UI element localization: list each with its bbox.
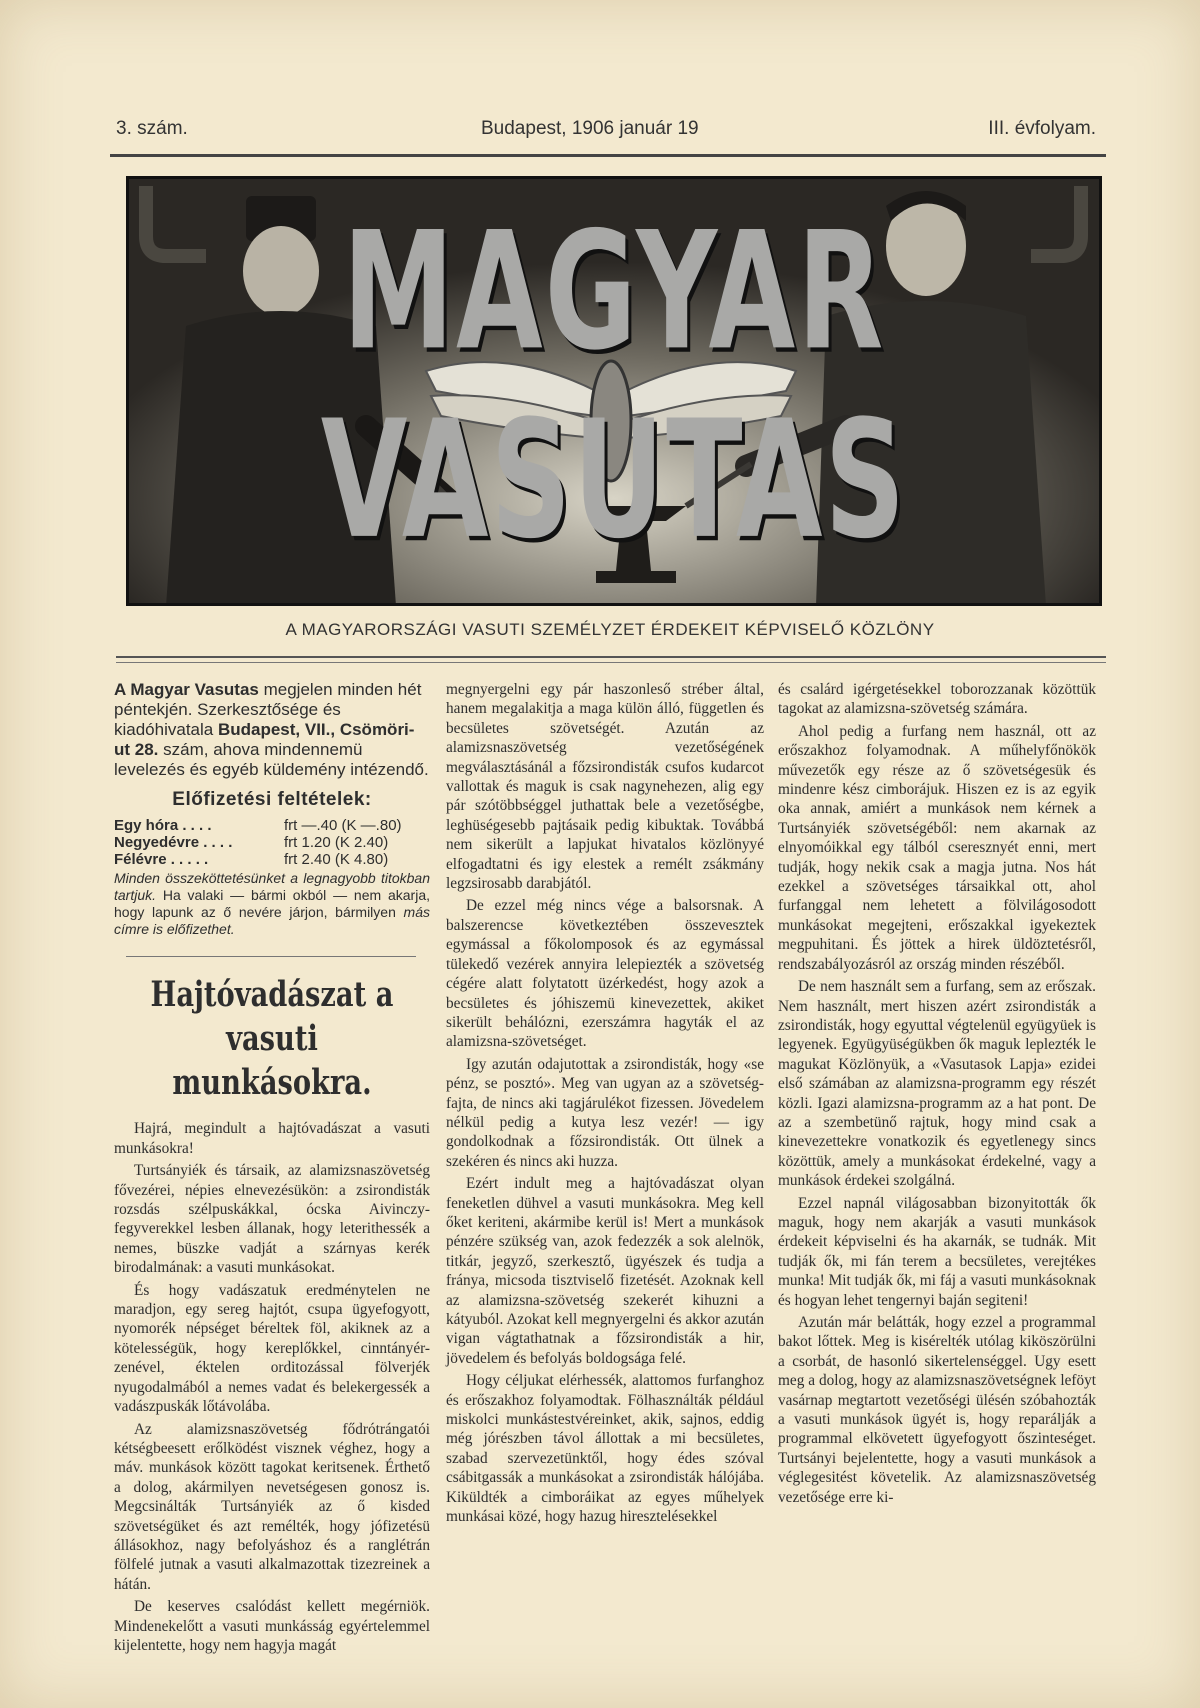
office-address: Budapest, VII., Csömöri-ut 28. xyxy=(114,720,415,759)
article-paragraph: Hogy céljukat elérhessék, alattomos furfanghoz és erőszakhoz folyamodtak. Fölhasználták például miskolci munkástestvéreinket, akik, sajnos, eddig még jórészben távol állottak a mi becsületes, szabad szervezetünktől, hogy édes szóval csábitgassák a munkásokat a zsirondisták hálójába. Kiküldték a cimboráikat az egyes műhelyek munkásai közé, hogy hazug hiresztelésekkel xyxy=(446,1372,764,1526)
subscription-row xyxy=(114,817,414,834)
section-rule xyxy=(116,656,1106,658)
subscription-table xyxy=(114,817,414,868)
subscription-row xyxy=(114,834,414,851)
column-divider xyxy=(126,956,416,957)
article-paragraph: Ezzel napnál világosabban bizonyitották ők maguk, hogy nem akarják a vasuti munkások érdekeit képviselni és ha akarnák, se tudnák. Mit tudják ők, mi fán terem a becsületes, verejtékes munka! Mit tudják ők, mi fáj a vasuti munkásoknak és hogyan lehet tengernyi baján segiteni! xyxy=(778,1194,1096,1309)
subscription-price: frt 2.40 (K 4.80) xyxy=(284,851,389,869)
paper-name: A Magyar Vasutas xyxy=(114,680,259,699)
masthead-title: MAGYAR VASUTAS xyxy=(320,198,908,575)
note-italic-2: más címre is előfizethet. xyxy=(114,904,430,938)
article-paragraph: Hajrá, megindult a hajtóvadászat a vasuti munkásokra! xyxy=(114,1120,430,1157)
issue-header xyxy=(116,118,1104,144)
intro-text-1: megjelen minden hét péntekjén. Szerkesztősége és kiadóhivatala xyxy=(114,680,422,739)
article-paragraph: De nem használt sem a furfang, sem az erőszak. Nem használt, mert hiszen azért zsirondisták a zsirondisták, hogy egyuttal végtelenül együgyüek is legyenek. Együgyüségükben ők maguk leplezték le magukat Közlönyük, a «Vasutasok Lapja» ezidei első számában az alamizsna-programm egy részét közli. Igazi alamizsna-programm az a hat pont. De az a szembetünő rajtuk, hogy mind csak a kinevezettekre vonatkozik és egyetlenegy sincs közöttük, amely a munkásokat érdekelné, vagy a munkások érdekei szolgálná. xyxy=(778,978,1096,1190)
article-paragraph: De keserves csalódást kellett megérniök. Mindenekelőtt a vasuti munkásság egyértelemmel kijelentette, hogy nem hagyja magát xyxy=(114,1598,430,1654)
masthead-illustration xyxy=(126,176,1102,606)
headline-line-2: munkásokra. xyxy=(172,1062,372,1104)
publication-info xyxy=(114,680,430,780)
article-paragraph: és csalárd igérgetésekkel toborozzanak közöttük tagokat az alamizsna-szövetség számára. xyxy=(778,681,1096,718)
subscription-price: frt 1.20 (K 2.40) xyxy=(284,834,389,852)
subscription-heading: Előfizetési feltételek: xyxy=(172,789,372,810)
article-paragraph: megnyergelni egy pár haszonleső stréber által, hanem megalakitja a maga külön álló, független és becsületes szövetségét. Azután az alamizsnaszövetség vezetőségének megválasztásánál a főzsirondisták csufos kudarcot vallottak és maguk is csak nagynehezen, alig egy pár szótöbbséggel juthattak bele a vezetőségbe, leghüségesebb pajtásaik pedig kibuktak. Továbbá nem sikerült a lapjukat hivatalos közlönyyé elfogadtatni és igy elestek a remélt zsákmány legzsirosabb darabjától. xyxy=(446,681,764,893)
article-paragraph: És hogy vadászatuk eredménytelen ne maradjon, egy sereg hajtót, csupa ügyefogyott, nyomorék népséget béreltek föl, akiknek az a kötelességük, hogy kereplőkkel, cinntányér-zenével, éktelen orditozással fölverjék nyugodalmából a nemes vadat és belekergessék a vadászpuskák lőtávolába. xyxy=(114,1281,430,1416)
subscription-row xyxy=(114,851,414,868)
issue-volume: III. évfolyam. xyxy=(988,118,1096,139)
issue-number: 3. szám. xyxy=(116,118,188,139)
subscription-note xyxy=(114,870,430,938)
article-paragraph: Ahol pedig a furfang nem használ, ott az erőszakhoz folyamodnak. A műhelyfőnökök művezetők egy része az ő szövetségesük és mindenre kész cimborájuk. Hiszen ez is az egyik oka annak, amiért a munkások nem kérnek a Turtsányiék szövetségéből: nem akarnak az elnyomóikkal egy tálból cseresznyét enni, mert tudják, hogy nekik csak a magja jutna. Nos hát ezekkel a szövetséges társaikkal ott, ahol furfanggal nem lehetett a fölvilágosodott munkásokat megejteni, erőszakkal igyekeztek megpuhitani. És jöttek a hirek üldöztetésről, rendszabályozásról az ország minden részéből. xyxy=(778,722,1096,973)
section-rule-thin xyxy=(116,662,1106,663)
article-paragraph: De ezzel még nincs vége a balsorsnak. A balszerencse következtében összevesztek egymással a főkolomposok és az egymással tülekedő vezérek annyira lelepiezték a szövetség cégére alatt folytatott üzérkedést, hogy azok a becsületes és jóhiszemü kinevezettek, akiket sikerült behálózni, ezerszámra hagyták el az alamizsna-szövetséget. xyxy=(446,897,764,1051)
column-2 xyxy=(446,680,764,1529)
header-rule xyxy=(110,154,1106,157)
article-paragraph: Igy azután odajutottak a zsirondisták, hogy «se pénz, se posztó». Meg van ugyan az a szövetség-fajta, de nincs aki tagjárulékot fizessen. Jövedelem nélkül pedig a kutya lesz vezér! — igy gondolkodnak a főzsirondisták. Ott ülnek a szekéren és nincs aki huzza. xyxy=(446,1055,764,1170)
column-1 xyxy=(114,680,430,1658)
article-headline xyxy=(149,973,395,1105)
headline-line-1: Hajtóvadászat a vasuti xyxy=(150,974,394,1060)
article-paragraph: Ezért indult meg a hajtóvadászat olyan feneketlen dühvel a vasuti munkásokra. Meg kell őket keriteni, akármibe kerül is! Mert a munkások pénzére szükség van, azok fedezzék a sok alelnök, titkár, jegyző, szerkesztő, ügyészek és tudja a fránya, micsoda tisztviselő fizetését. Azoknak kell az alamizsna-szövetség szekerét kihuzni a kátyuból. Azokat kell megnyergelni és akkor azután vigan vágtathatnak a főzsirondisták a hir, jövedelem és befolyás boldogsága felé. xyxy=(446,1175,764,1367)
subscription-period: Egy hóra . . . . xyxy=(114,817,212,835)
article-paragraph: Turtsányiék és társaik, az alamizsnaszövetség fővezérei, népies elnevezésükön: a zsirondisták rozsdás szélpuskákkal, ócska Aivinczy-fegyverekkel lesben állanak, hogy leterithessék a nemes, büszke vadját a szárnyas kerék birodalmának: a vasuti munkásokat. xyxy=(114,1162,430,1277)
note-italic: Minden összeköttetésünket a legnagyobb titokban tartjuk. xyxy=(114,870,430,904)
subscription-period: Félévre . . . . . xyxy=(114,851,209,869)
column-3 xyxy=(778,680,1096,1510)
subscription-period: Negyedévre . . . . xyxy=(114,834,233,852)
masthead-subtitle: A MAGYARORSZÁGI VASUTI SZEMÉLYZET ÉRDEKEIT KÉPVISELŐ KÖZLÖNY xyxy=(285,620,935,639)
article-paragraph: Azután már belátták, hogy ezzel a programmal bakot lőttek. Meg is kisérelték utólag kiköszörülni a csorbát, de hasonló sikertelenséggel. Ugy esett meg a dolog, hogy az alamizsnaszövetségnek leföyt vasárnap megtartott vezetőségi ülésén szóbahozták a vasuti munkások ügyét is, hogy reparálják a programmal elkövetett ügyefogyott őszinteséget. Turtsányi bejelentette, hogy a vasuti munkások a véglegesitést követelik. Az alamizsnaszövetség vezetősége erre ki- xyxy=(778,1314,1096,1506)
article-paragraph: Az alamizsnaszövetség fődrótrángatói kétségbeesett erőlködést visznek véghez, hogy a máv. munkások között tagokat keritsenek. Érthető a dolog, akármilyen nevetségesen gonosz is. Megcsinálták Turtsányiék az ő kisded szövetségüket és azt remélték, hogy jófizetésü állásokhoz, nagy befolyáshoz és a ranglétrán fölfelé jutnak a vasuti alkalmazottak tizezreinek a hátán. xyxy=(114,1420,430,1593)
issue-date: Budapest, 1906 január 19 xyxy=(481,118,699,139)
intro-text-2: szám, ahova mindennemü levelezés és egyéb küldemény intézendő. xyxy=(114,740,429,779)
note-text: Ha valaki — bármi okból — nem akarja, hogy lapunk az ő nevére járjon, bármilyen xyxy=(114,887,430,921)
subscription-price: frt —.40 (K —.80) xyxy=(284,817,402,835)
